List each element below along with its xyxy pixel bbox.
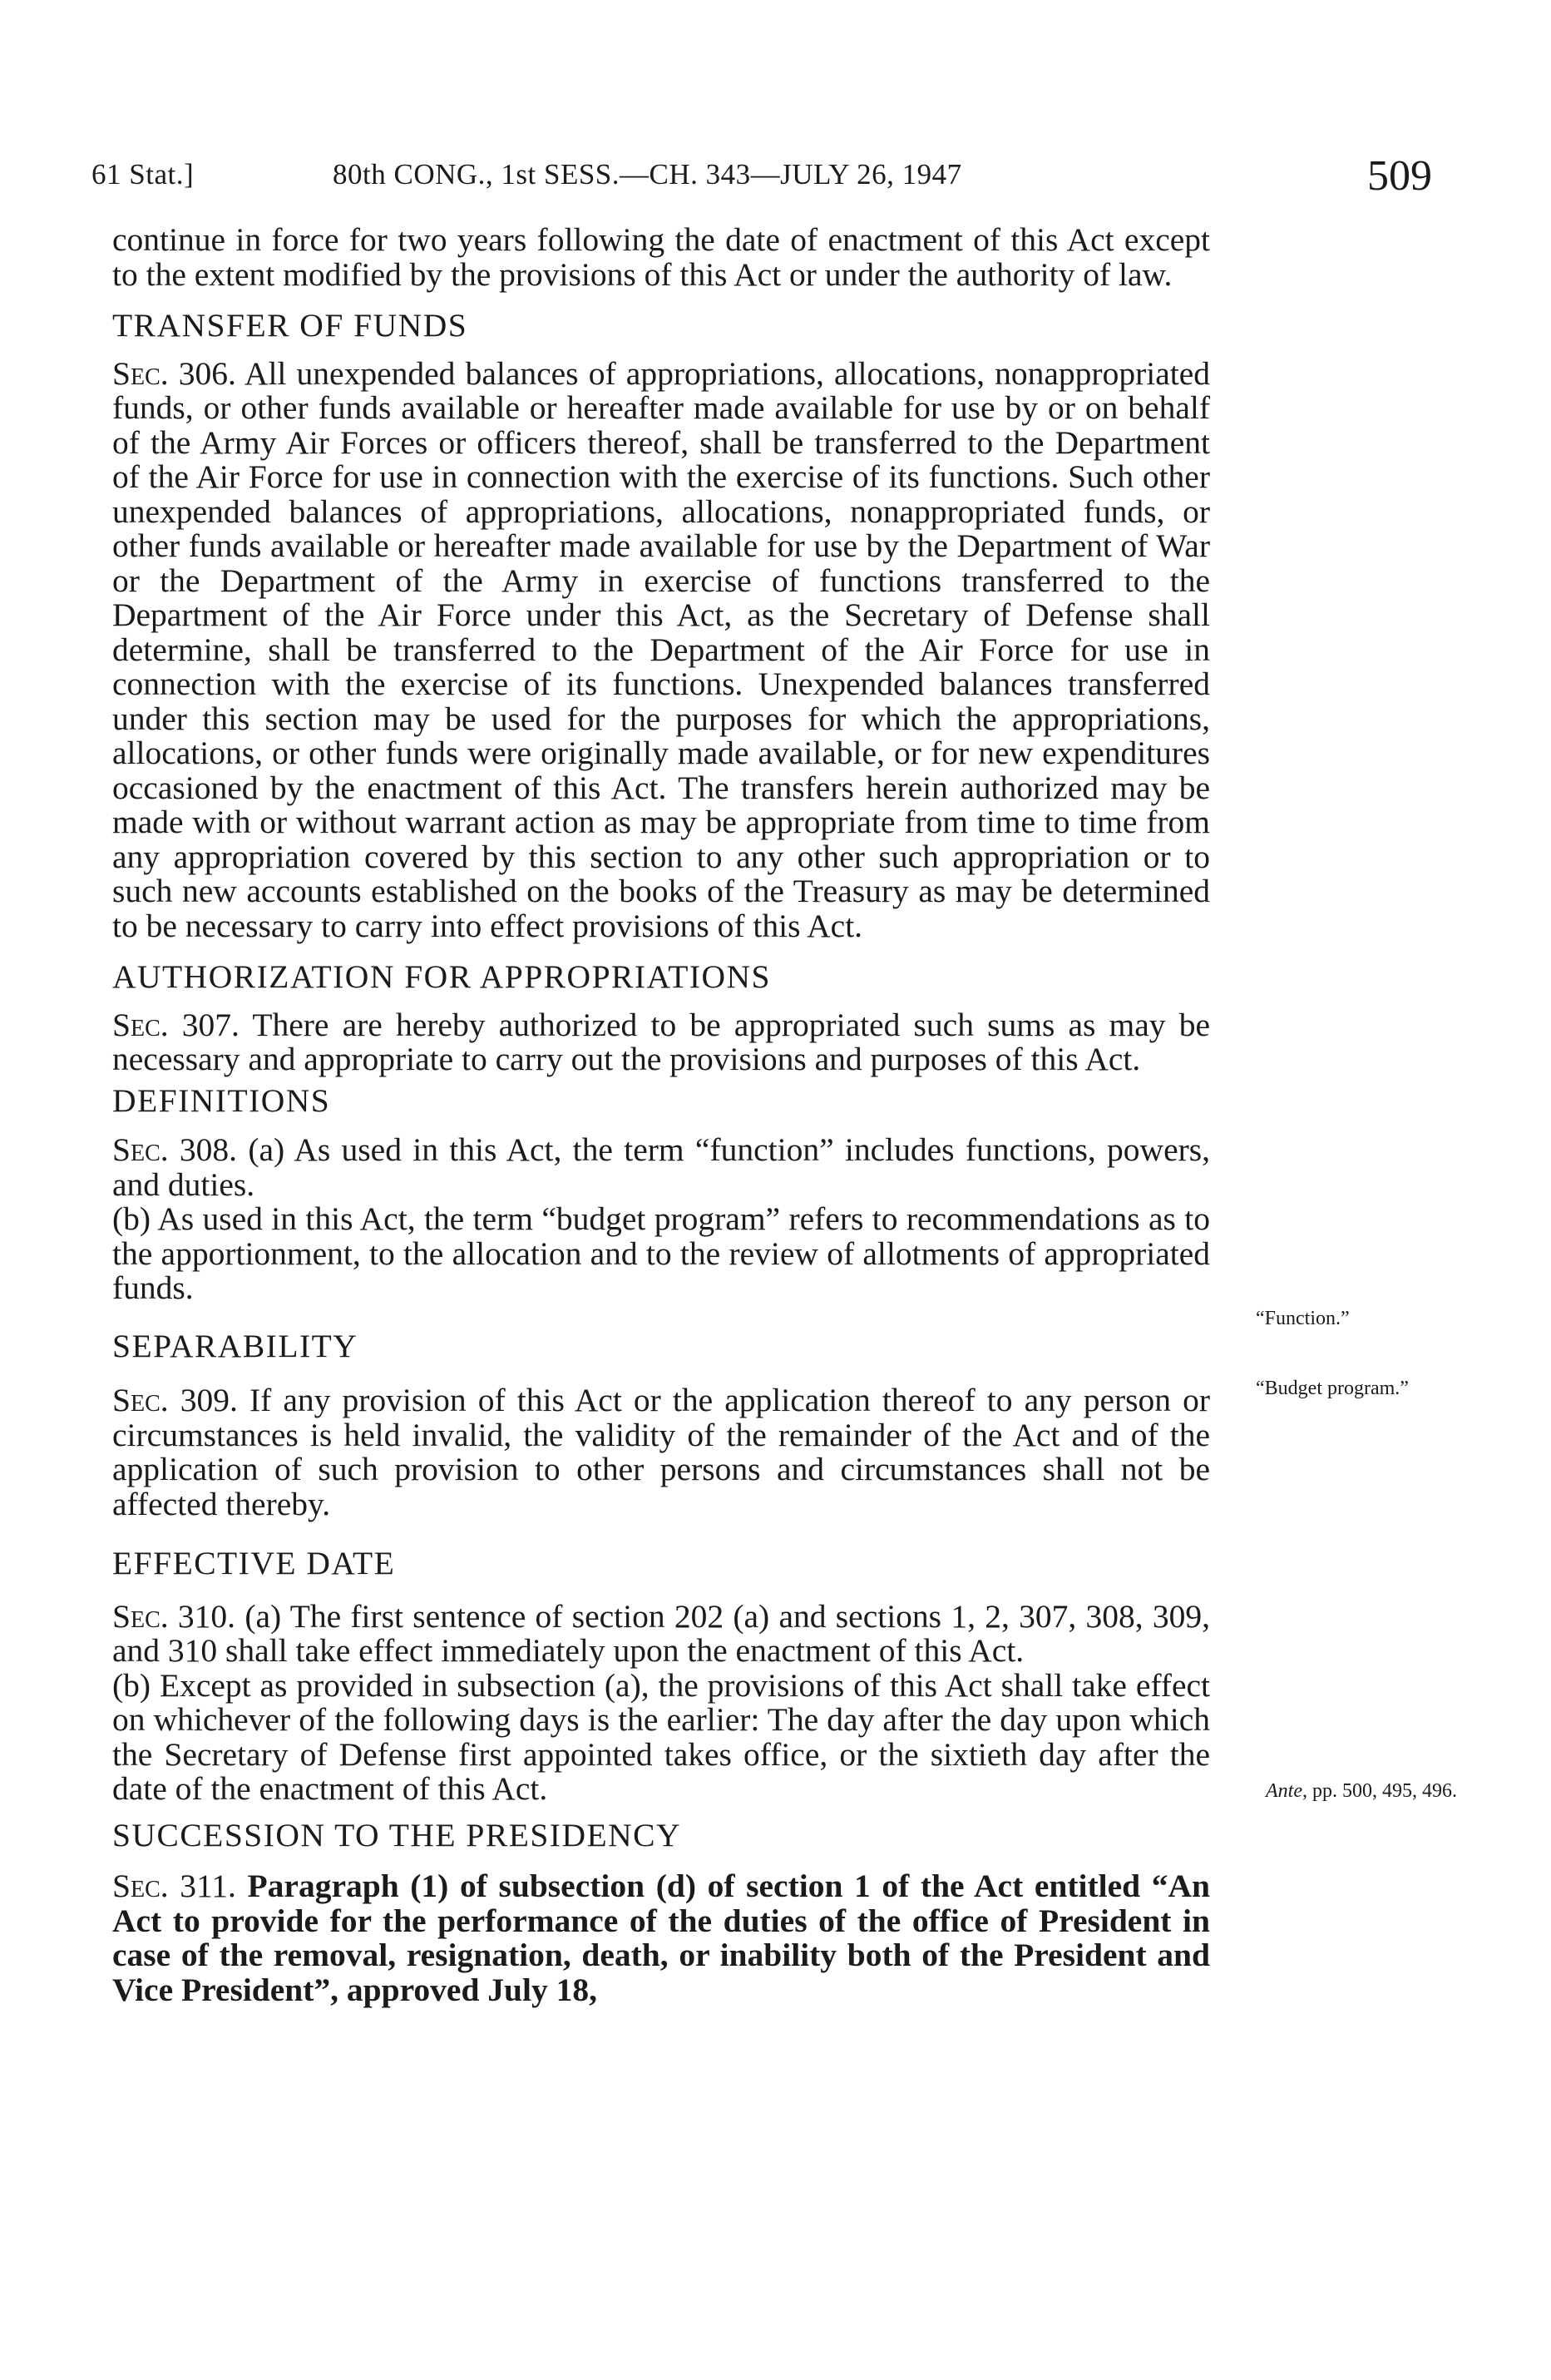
section-paragraph bbox=[112, 1133, 1210, 1202]
section-text: (a) The first sentence of section 202 (a) and sections 1, 2, 307, 308, 309, and 310 shall take effect immediately upon the enactment of this Act. bbox=[112, 1597, 1211, 1669]
section-heading: TRANSFER OF FUNDS bbox=[112, 307, 468, 344]
section-label: Sec. 308. bbox=[112, 1131, 238, 1168]
ante-page-refs: , pp. 500, 495, 496. bbox=[1302, 1780, 1457, 1802]
section-heading: AUTHORIZATION FOR APPROPRIATIONS bbox=[112, 958, 772, 995]
section-paragraph bbox=[112, 1597, 1211, 1669]
margin-note-function: “Function.” bbox=[1256, 1308, 1350, 1329]
section-text: If any provision of this Act or the application thereof to any person or circumstances is held invalid, the validity of the remainder of the Act and of the application of such provision to other persons and circumstances shall not be affected thereby. bbox=[112, 1382, 1211, 1522]
section-heading: SEPARABILITY bbox=[112, 1327, 358, 1364]
section-label: Sec. 309. bbox=[112, 1382, 238, 1418]
section-heading: SUCCESSION TO THE PRESIDENCY bbox=[112, 1816, 681, 1853]
margin-note-ante-reference bbox=[1266, 1780, 1457, 1803]
section-text: (a) As used in this Act, the term “function” includes functions, powers, and duties. bbox=[112, 1131, 1211, 1203]
section-paragraph bbox=[112, 354, 1211, 944]
section-heading: EFFECTIVE DATE bbox=[112, 1545, 396, 1581]
section-paragraph bbox=[112, 1869, 1210, 2007]
section-label: Sec. 311. bbox=[112, 1868, 236, 1904]
section-label: Sec. 307. bbox=[112, 1006, 240, 1043]
page-header bbox=[91, 151, 1432, 210]
section-text: Paragraph (1) of subsection (d) of section 1 of the Act entitled “An Act to provide for the performance of the duties of the office of President in case of the removal, resignation, death, or inability both of the President and Vice President”, approved July 18, bbox=[112, 1868, 1210, 2008]
section-label: Sec. 310. bbox=[112, 1597, 236, 1635]
ante-word: Ante bbox=[1266, 1780, 1302, 1802]
section-label: Sec. 306. bbox=[112, 354, 236, 392]
section-text: All unexpended balances of appropriations, allocations, nonappropriated funds, or other funds available or hereafter made available for use by or on behalf of the Army Air Forces or officers thereof, shall be transferred to the Department of the Air Force for use in connection with the exercise of its functions. Such other unexpended balances of appropriations, allocations, nonappropriated funds, or other funds available or hereafter made available for use by the Department of War or the Department of the Army in exercise of functions transferred to the Department of the Air Force under this Act, as the Secretary of Defense shall determine, shall be transferred to the Department of the Air Force for use in connection with the exercise of its functions. Unexpended balances transferred under this section may be used for the purposes for which the appropriations, allocations, or other funds were originally made available, or for new expenditures occasioned by the enactment of this Act. The transfers herein authorized may be made with or without warrant action as may be appropriate from time to time from any appropriation covered by this section to any other such appropriation or to such new accounts established on the books of the Treasury as may be determined to be necessary to carry into effect provisions of this Act. bbox=[112, 354, 1211, 944]
session-chapter-date: 80th CONG., 1st SESS.—CH. 343—JULY 26, 1947 bbox=[333, 158, 962, 190]
section-paragraph bbox=[112, 1383, 1210, 1522]
intro-paragraph: continue in force for two years following the date of enactment of this Act except to the extent modified by the provisions of this Act or under the authority of law. bbox=[112, 221, 1210, 293]
section-paragraph: (b) As used in this Act, the term “budget program” refers to recommendations as to the apportionment, to the allocation and to the review of allotments of appropriated funds. bbox=[112, 1200, 1210, 1306]
section-heading: DEFINITIONS bbox=[112, 1081, 331, 1119]
page-number: 509 bbox=[1367, 152, 1432, 200]
statute-reference: 61 Stat.] bbox=[91, 158, 195, 190]
section-text: There are hereby authorized to be appropriated such sums as may be necessary and appropriate to carry out the provisions and purposes of this Act. bbox=[112, 1006, 1210, 1077]
body-text bbox=[112, 223, 1210, 2007]
section-paragraph bbox=[112, 1008, 1210, 1077]
section-paragraph: (b) Except as provided in subsection (a), the provisions of this Act shall take effect on whichever of the following days is the earlier: The day after the day upon which the Secretary of Defense first appointed takes office, or the sixtieth day after the date of the enactment of this Act. bbox=[112, 1666, 1210, 1807]
margin-note-budget-program: “Budget program.” bbox=[1256, 1378, 1409, 1399]
